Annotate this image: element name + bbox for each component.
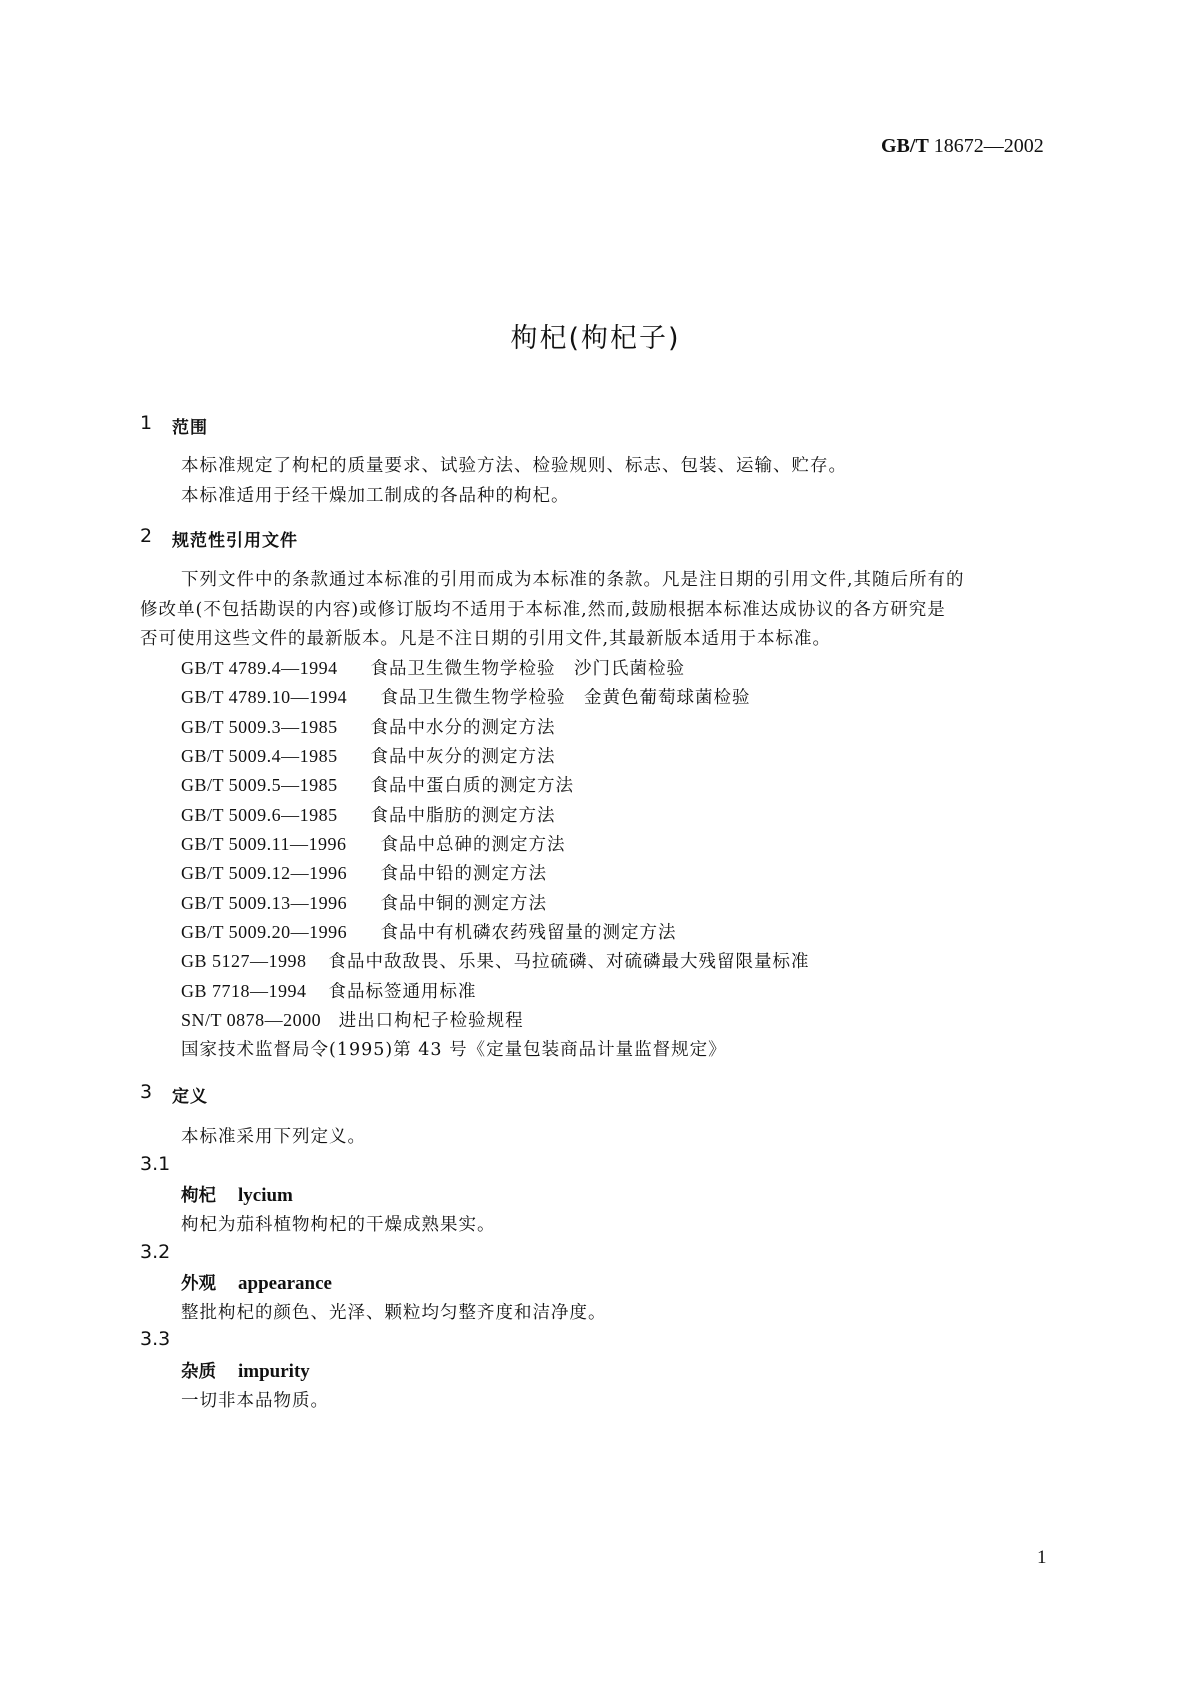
definitions-intro: 本标准采用下列定义。 [181,1127,366,1147]
reference-item: SN/T 0878—2000 进出口枸杞子检验规程 [181,1010,524,1031]
definition-description: 一切非本品物质。 [181,1391,329,1411]
document-title: 枸杞(枸杞子) [510,323,681,354]
definition-number: 3.1 [140,1153,171,1175]
standard-number: GB/T 18672—2002 [881,135,1044,157]
definition-term: 杂质 impurity [181,1361,310,1382]
reference-item: GB 7718—1994 食品标签通用标准 [181,981,477,1002]
reference-item: GB/T 5009.13—1996 食品中铜的测定方法 [181,893,547,914]
definition-description: 整批枸杞的颜色、光泽、颗粒均匀整齐度和洁净度。 [181,1303,607,1323]
reference-item: GB/T 5009.11—1996 食品中总砷的测定方法 [181,834,566,855]
definition-term: 外观 appearance [181,1273,332,1294]
section-title-scope: 范围 [172,418,208,438]
reference-item: GB/T 5009.3—1985 食品中水分的测定方法 [181,717,556,738]
reference-item: GB 5127—1998 食品中敌敌畏、乐果、马拉硫磷、对硫磷最大残留限量标准 [181,951,810,972]
section-number: 2 [140,525,153,547]
page-number: 1 [1037,1547,1047,1568]
section-title-references: 规范性引用文件 [172,531,298,551]
definition-term: 枸杞 lycium [181,1185,293,1206]
reference-item: GB/T 4789.10—1994 食品卫生微生物学检验 金黄色葡萄球菌检验 [181,687,751,708]
section-title-definitions: 定义 [172,1087,208,1107]
references-paragraph-line-2: 修改单(不包括勘误的内容)或修订版均不适用于本标准,然而,鼓励根据本标准达成协议的各方研究是 [140,600,946,620]
reference-item: GB/T 5009.6—1985 食品中脂肪的测定方法 [181,805,556,826]
scope-line-1: 本标准规定了枸杞的质量要求、试验方法、检验规则、标志、包装、运输、贮存。 [181,456,847,476]
definition-number: 3.3 [140,1328,171,1350]
reference-item: GB/T 4789.4—1994 食品卫生微生物学检验 沙门氏菌检验 [181,658,685,679]
reference-item: GB/T 5009.12—1996 食品中铅的测定方法 [181,863,547,884]
reference-decree: 国家技术监督局令(1995)第 43 号《定量包装商品计量监督规定》 [181,1040,727,1060]
reference-item: GB/T 5009.4—1985 食品中灰分的测定方法 [181,746,556,767]
definition-number: 3.2 [140,1241,171,1263]
reference-item: GB/T 5009.5—1985 食品中蛋白质的测定方法 [181,775,574,796]
references-paragraph-line-1: 下列文件中的条款通过本标准的引用而成为本标准的条款。凡是注日期的引用文件,其随后所有的 [181,570,965,590]
definition-description: 枸杞为茄科植物枸杞的干燥成熟果实。 [181,1215,496,1235]
references-paragraph-line-3: 否可使用这些文件的最新版本。凡是不注日期的引用文件,其最新版本适用于本标准。 [140,629,832,649]
reference-item: GB/T 5009.20—1996 食品中有机磷农药残留量的测定方法 [181,922,677,943]
section-number: 1 [140,412,153,434]
section-number: 3 [140,1081,153,1103]
scope-line-2: 本标准适用于经干燥加工制成的各品种的枸杞。 [181,486,570,506]
